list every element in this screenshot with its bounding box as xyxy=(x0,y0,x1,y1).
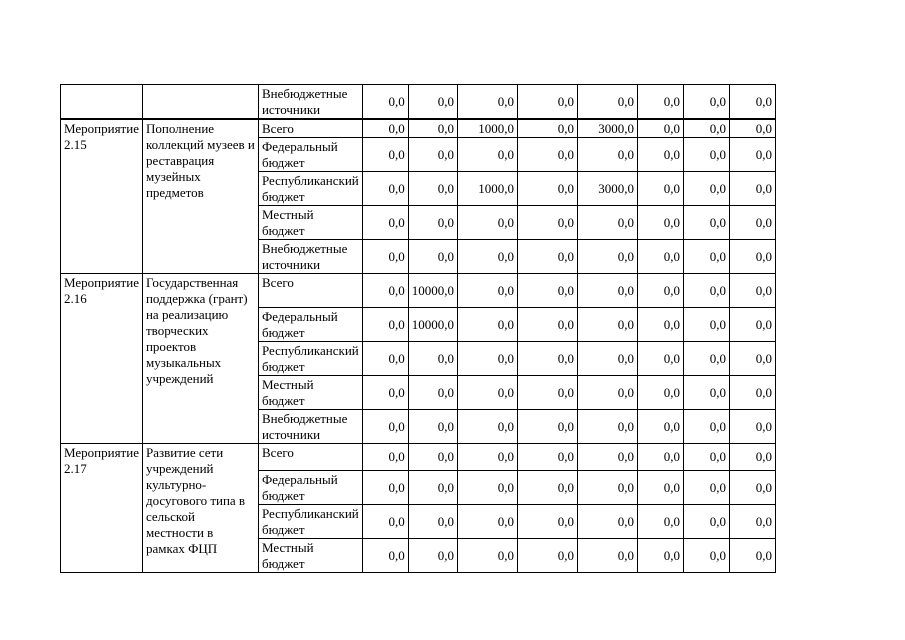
value-cell: 0,0 xyxy=(638,172,684,206)
value-cell: 0,0 xyxy=(684,444,730,471)
source-cell: Федеральный бюджет xyxy=(258,138,362,172)
value-cell: 0,0 xyxy=(362,308,408,342)
value-cell: 0,0 xyxy=(684,172,730,206)
value-cell: 0,0 xyxy=(638,119,684,138)
value-cell: 0,0 xyxy=(578,85,638,120)
budget-table xyxy=(60,84,776,573)
value-cell: 0,0 xyxy=(362,444,408,471)
value-cell: 0,0 xyxy=(362,206,408,240)
value-cell: 0,0 xyxy=(362,119,408,138)
value-cell: 0,0 xyxy=(408,342,457,376)
value-cell: 0,0 xyxy=(362,274,408,308)
value-cell: 0,0 xyxy=(684,410,730,444)
value-cell: 0,0 xyxy=(518,172,578,206)
value-cell: 1000,0 xyxy=(458,119,518,138)
value-cell: 0,0 xyxy=(578,376,638,410)
value-cell: 0,0 xyxy=(458,240,518,274)
value-cell: 0,0 xyxy=(518,240,578,274)
value-cell: 0,0 xyxy=(638,85,684,120)
value-cell: 0,0 xyxy=(408,240,457,274)
value-cell: 0,0 xyxy=(578,138,638,172)
value-cell: 0,0 xyxy=(730,119,776,138)
value-cell: 0,0 xyxy=(408,410,457,444)
value-cell: 0,0 xyxy=(518,274,578,308)
value-cell: 0,0 xyxy=(578,471,638,505)
value-cell: 0,0 xyxy=(362,138,408,172)
value-cell: 0,0 xyxy=(638,138,684,172)
value-cell: 1000,0 xyxy=(458,172,518,206)
value-cell: 0,0 xyxy=(518,342,578,376)
description-cell: Пополнение коллекций музеев и реставрация музейных предметов xyxy=(142,119,258,274)
value-cell: 0,0 xyxy=(362,342,408,376)
source-cell: Местный бюджет xyxy=(258,206,362,240)
value-cell: 0,0 xyxy=(578,240,638,274)
value-cell: 0,0 xyxy=(518,471,578,505)
value-cell: 0,0 xyxy=(638,274,684,308)
value-cell: 0,0 xyxy=(730,376,776,410)
value-cell: 0,0 xyxy=(638,471,684,505)
value-cell: 0,0 xyxy=(684,138,730,172)
value-cell: 0,0 xyxy=(458,539,518,573)
value-cell: 0,0 xyxy=(638,376,684,410)
value-cell: 0,0 xyxy=(518,539,578,573)
value-cell: 0,0 xyxy=(458,342,518,376)
value-cell: 0,0 xyxy=(684,240,730,274)
source-cell: Всего xyxy=(258,119,362,138)
value-cell: 0,0 xyxy=(362,85,408,120)
source-cell: Федеральный бюджет xyxy=(258,471,362,505)
value-cell: 0,0 xyxy=(362,240,408,274)
value-cell: 0,0 xyxy=(638,308,684,342)
measure-cell: Мероприятие 2.16 xyxy=(61,274,143,444)
value-cell: 0,0 xyxy=(578,410,638,444)
value-cell: 0,0 xyxy=(518,410,578,444)
source-cell: Внебюджетные источники xyxy=(258,240,362,274)
value-cell: 0,0 xyxy=(458,505,518,539)
source-cell: Внебюджетные источники xyxy=(258,85,362,120)
source-cell: Республиканский бюджет xyxy=(258,505,362,539)
value-cell: 0,0 xyxy=(458,444,518,471)
value-cell: 0,0 xyxy=(458,206,518,240)
value-cell: 0,0 xyxy=(730,172,776,206)
table-row xyxy=(61,85,776,120)
value-cell: 0,0 xyxy=(684,206,730,240)
value-cell: 0,0 xyxy=(684,342,730,376)
value-cell: 0,0 xyxy=(518,85,578,120)
value-cell: 0,0 xyxy=(684,539,730,573)
table-body xyxy=(61,85,776,573)
value-cell: 0,0 xyxy=(578,444,638,471)
source-cell: Республиканский бюджет xyxy=(258,342,362,376)
value-cell: 0,0 xyxy=(518,376,578,410)
value-cell: 0,0 xyxy=(578,342,638,376)
value-cell: 0,0 xyxy=(362,410,408,444)
value-cell: 10000,0 xyxy=(408,308,457,342)
value-cell: 0,0 xyxy=(730,444,776,471)
value-cell: 0,0 xyxy=(638,206,684,240)
value-cell: 0,0 xyxy=(518,444,578,471)
value-cell: 0,0 xyxy=(518,138,578,172)
value-cell: 0,0 xyxy=(730,471,776,505)
source-cell: Местный бюджет xyxy=(258,376,362,410)
value-cell: 0,0 xyxy=(362,539,408,573)
value-cell: 0,0 xyxy=(684,308,730,342)
value-cell: 0,0 xyxy=(638,539,684,573)
value-cell: 0,0 xyxy=(518,505,578,539)
value-cell: 0,0 xyxy=(408,444,457,471)
value-cell: 0,0 xyxy=(518,308,578,342)
value-cell: 0,0 xyxy=(730,85,776,120)
source-cell: Федеральный бюджет xyxy=(258,308,362,342)
value-cell: 0,0 xyxy=(730,138,776,172)
value-cell: 0,0 xyxy=(408,376,457,410)
value-cell: 0,0 xyxy=(408,206,457,240)
value-cell: 0,0 xyxy=(684,505,730,539)
value-cell: 0,0 xyxy=(730,410,776,444)
value-cell: 0,0 xyxy=(518,119,578,138)
value-cell: 0,0 xyxy=(578,206,638,240)
value-cell: 0,0 xyxy=(730,206,776,240)
value-cell: 0,0 xyxy=(408,138,457,172)
value-cell: 0,0 xyxy=(408,172,457,206)
measure-cell xyxy=(61,85,143,120)
value-cell: 0,0 xyxy=(730,342,776,376)
value-cell: 0,0 xyxy=(684,119,730,138)
source-cell: Внебюджетные источники xyxy=(258,410,362,444)
source-cell: Всего xyxy=(258,444,362,471)
value-cell: 0,0 xyxy=(730,505,776,539)
source-cell: Местный бюджет xyxy=(258,539,362,573)
description-cell xyxy=(142,85,258,120)
value-cell: 0,0 xyxy=(684,376,730,410)
value-cell: 0,0 xyxy=(408,471,457,505)
value-cell: 0,0 xyxy=(458,410,518,444)
value-cell: 0,0 xyxy=(638,444,684,471)
value-cell: 0,0 xyxy=(362,172,408,206)
value-cell: 0,0 xyxy=(684,85,730,120)
value-cell: 0,0 xyxy=(408,505,457,539)
table-row xyxy=(61,119,776,138)
description-cell: Развитие сети учреждений культурно-досугового типа в сельской местности в рамках ФЦП xyxy=(142,444,258,573)
table-row xyxy=(61,444,776,471)
value-cell: 0,0 xyxy=(458,376,518,410)
value-cell: 0,0 xyxy=(638,342,684,376)
value-cell: 0,0 xyxy=(684,274,730,308)
measure-cell: Мероприятие 2.15 xyxy=(61,119,143,274)
value-cell: 0,0 xyxy=(458,138,518,172)
value-cell: 10000,0 xyxy=(408,274,457,308)
value-cell: 0,0 xyxy=(684,471,730,505)
value-cell: 0,0 xyxy=(730,308,776,342)
table-row xyxy=(61,274,776,308)
source-cell: Всего xyxy=(258,274,362,308)
value-cell: 0,0 xyxy=(730,274,776,308)
value-cell: 0,0 xyxy=(458,308,518,342)
value-cell: 0,0 xyxy=(578,505,638,539)
value-cell: 0,0 xyxy=(408,85,457,120)
value-cell: 0,0 xyxy=(578,539,638,573)
value-cell: 0,0 xyxy=(362,376,408,410)
value-cell: 0,0 xyxy=(458,471,518,505)
measure-cell: Мероприятие 2.17 xyxy=(61,444,143,573)
value-cell: 0,0 xyxy=(638,505,684,539)
source-cell: Республиканский бюджет xyxy=(258,172,362,206)
value-cell: 0,0 xyxy=(408,539,457,573)
value-cell: 0,0 xyxy=(362,471,408,505)
value-cell: 0,0 xyxy=(458,274,518,308)
value-cell: 0,0 xyxy=(638,410,684,444)
value-cell: 0,0 xyxy=(518,206,578,240)
value-cell: 0,0 xyxy=(730,539,776,573)
value-cell: 0,0 xyxy=(408,119,457,138)
value-cell: 0,0 xyxy=(638,240,684,274)
value-cell: 0,0 xyxy=(578,274,638,308)
value-cell: 0,0 xyxy=(458,85,518,120)
value-cell: 3000,0 xyxy=(578,119,638,138)
value-cell: 0,0 xyxy=(362,505,408,539)
value-cell: 3000,0 xyxy=(578,172,638,206)
description-cell: Государственная поддержка (грант) на реализацию творческих проектов музыкальных учреждений xyxy=(142,274,258,444)
value-cell: 0,0 xyxy=(730,240,776,274)
value-cell: 0,0 xyxy=(578,308,638,342)
